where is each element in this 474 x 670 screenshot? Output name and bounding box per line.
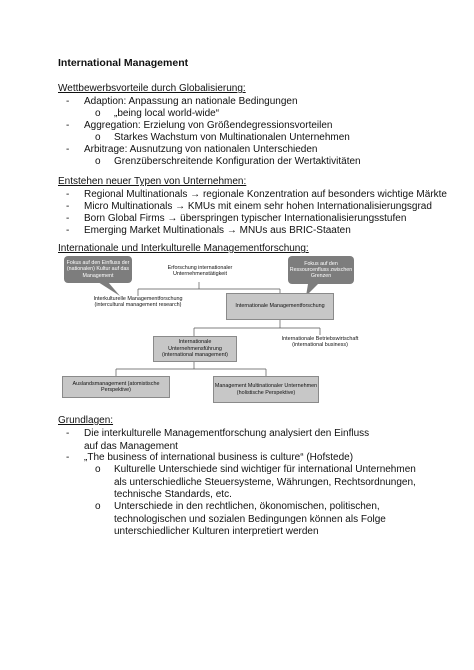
diagram-business-label: Internationale Betriebswirtschaft (international business) [281, 336, 359, 349]
management-research-diagram [58, 256, 420, 406]
list-item: Grenzüberschreitende Konfiguration der Wertaktivitäten [114, 156, 361, 167]
document-title: International Management [58, 57, 189, 69]
list-item: Aggregation: Erzielung von Größendegressionsvorteilen [84, 120, 333, 131]
diagram-box-international-management: Internationale Unternehmensführung (international management) [153, 336, 237, 362]
bullet-circle: o [95, 156, 101, 167]
bullet-circle: o [95, 132, 101, 143]
bullet-circle: o [95, 464, 101, 475]
bullet-dash: - [66, 225, 70, 236]
list-item: Micro Multinationals → KMUs mit einem sehr hohen Internationalisierungsgrad [84, 201, 432, 212]
list-item: Regional Multinationals → regionale Konzentration auf besonders wichtige Märkte [84, 189, 447, 200]
list-item: Emerging Market Multinationals → MNUs aus BRIC-Staaten [84, 225, 351, 236]
list-item: Die interkulturelle Managementforschung analysiert den Einfluss auf das Management [84, 428, 370, 452]
list-item: Kulturelle Unterschiede sind wichtiger für international Unternehmen als unterschiedliche Steuersysteme, Währungen, Rechtsordnungen, technische Standards, etc. [114, 464, 416, 500]
bullet-dash: - [66, 120, 70, 131]
bullet-dash: - [66, 201, 70, 212]
bullet-dash: - [66, 144, 70, 155]
bullet-dash: - [66, 452, 70, 463]
section-heading-grundlagen: Grundlagen: [58, 415, 114, 426]
bullet-dash: - [66, 428, 70, 439]
diagram-intercultural-label: Interkulturelle Managementforschung (intercultural management research) [93, 296, 183, 309]
section-heading-globalisierung: Wettbewerbsvorteile durch Globalisierung: [58, 83, 246, 94]
list-item: Arbitrage: Ausnutzung von nationalen Unterschieden [84, 144, 318, 155]
list-item: Unterschiede in den rechtlichen, ökonomischen, politischen, technologischen und sozialen Bedingungen können als Folge unterschiedlicher Kulturen interpretiert werden [114, 501, 386, 537]
diagram-root-label: Erforschung internationaler Unternehmenstätigkeit [167, 265, 233, 278]
list-item: Born Global Firms → überspringen typischer Internationalisierungsstufen [84, 213, 407, 224]
diagram-box-auslandsmanagement: Auslandsmanagement (atomistische Perspektive) [62, 376, 170, 398]
diagram-box-international-research: Internationale Managementforschung [226, 293, 334, 320]
callout-culture-focus: Fokus auf den Einfluss der (nationalen) Kultur auf das Management [64, 256, 132, 283]
bullet-dash: - [66, 213, 70, 224]
bullet-circle: o [95, 501, 101, 512]
section-heading-unternehmenstypen: Entstehen neuer Typen von Unternehmen: [58, 176, 247, 187]
list-item: „being local world-wide“ [114, 108, 220, 119]
diagram-box-mnu-management: Management Multinationaler Unternehmen (holistische Perspektive) [213, 376, 319, 403]
list-item: Starkes Wachstum von Multinationalen Unternehmen [114, 132, 350, 143]
list-item: Adaption: Anpassung an nationale Bedingungen [84, 96, 298, 107]
bullet-circle: o [95, 108, 101, 119]
section-heading-managementforschung: Internationale und Interkulturelle Managementforschung: [58, 243, 309, 254]
bullet-dash: - [66, 189, 70, 200]
callout-resource-focus: Fokus auf den Ressourcenfluss zwischen Grenzen [288, 256, 354, 284]
list-item: „The business of international business is culture“ (Hofstede) [84, 452, 354, 463]
bullet-dash: - [66, 96, 70, 107]
